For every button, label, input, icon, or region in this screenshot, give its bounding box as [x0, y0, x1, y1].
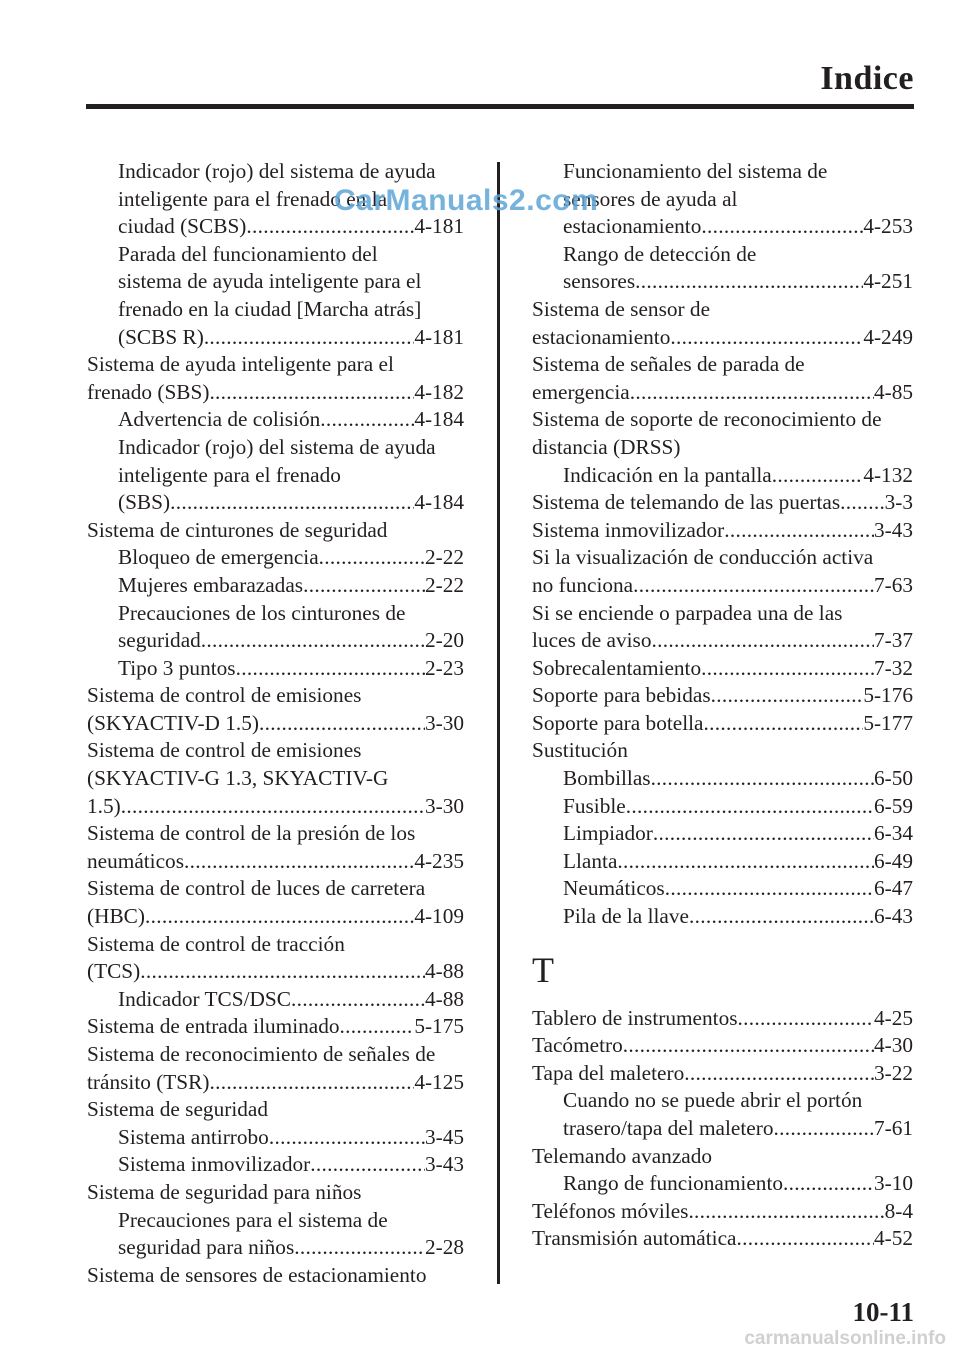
dot-leader	[701, 213, 863, 241]
watermark-footer: carmanualsonline.info	[744, 1328, 946, 1349]
index-subentry	[532, 1170, 913, 1198]
index-entry	[532, 1225, 913, 1253]
entry-text: Mujeres embarazadas	[118, 572, 304, 597]
dot-leader	[684, 1060, 874, 1088]
page-reference: 2-22	[424, 545, 464, 570]
dot-leader	[665, 875, 874, 903]
dot-leader	[630, 379, 874, 407]
page-reference: 4-184	[414, 407, 464, 432]
index-subentry	[87, 434, 464, 462]
entry-text: (TCS)	[87, 959, 141, 984]
page-reference: 3-22	[873, 1060, 913, 1085]
entry-text: Rango de funcionamiento	[563, 1171, 784, 1196]
page-reference: 4-125	[414, 1069, 464, 1094]
index-entry	[532, 351, 913, 379]
dot-leader	[736, 1225, 873, 1253]
page-reference: 5-175	[414, 1014, 464, 1039]
dot-leader	[259, 710, 425, 738]
page-reference: 4-85	[873, 379, 913, 404]
dot-leader	[140, 958, 425, 986]
entry-text: Sistema de soporte de reconocimiento de	[532, 407, 882, 432]
index-entry	[87, 710, 464, 738]
page-reference: 2-23	[424, 655, 464, 680]
entry-text: Sistema de seguridad	[87, 1097, 268, 1122]
entry-text: ciudad (SCBS)	[118, 214, 247, 239]
entry-text: estacionamiento	[563, 214, 702, 239]
entry-text: Sistema inmovilizador	[118, 1152, 311, 1177]
dot-leader	[670, 324, 863, 352]
page-reference: 2-22	[424, 572, 464, 597]
page-reference: 4-25	[873, 1005, 913, 1030]
entry-text: Sistema de entrada iluminado	[87, 1014, 340, 1039]
page-reference: 8-4	[884, 1198, 913, 1223]
index-subentry	[532, 765, 913, 793]
index-entry	[532, 434, 913, 462]
page-reference: 3-43	[873, 517, 913, 542]
page-reference: 4-253	[863, 214, 913, 239]
index-entry	[532, 737, 913, 765]
entry-text: Sistema de reconocimiento de señales de	[87, 1042, 436, 1066]
index-subentry	[532, 462, 913, 490]
index-subentry	[532, 848, 913, 876]
page-reference: 4-182	[414, 379, 464, 404]
entry-text: Sistema de control de emisiones	[87, 683, 362, 708]
index-subentry	[532, 820, 913, 848]
index-entry	[87, 517, 464, 545]
dot-leader	[617, 848, 874, 876]
entry-text: Neumáticos	[563, 876, 665, 901]
index-subentry	[87, 627, 464, 655]
entry-text: Sistema de control de tracción	[87, 931, 345, 956]
entry-text: sensores de ayuda al	[563, 186, 738, 211]
page-reference: 7-61	[873, 1116, 913, 1140]
index-subentry	[87, 296, 464, 324]
entry-text: (HBC)	[87, 904, 145, 929]
entry-text: Sistema de cinturones de seguridad	[87, 517, 388, 542]
index-entry	[532, 710, 913, 738]
entry-text: seguridad para niños	[118, 1235, 295, 1260]
dot-leader	[704, 710, 864, 738]
index-subentry	[87, 986, 464, 1014]
index-entry	[87, 875, 464, 903]
entry-text: Soporte para botella	[532, 710, 704, 735]
entry-text: 1.5)	[87, 793, 121, 818]
entry-text: Sistema de sensor de	[532, 296, 711, 321]
index-subentry	[532, 268, 913, 296]
watermark-logo: CarManuals2.com	[334, 184, 599, 217]
index-entry	[87, 931, 464, 959]
index-subentry	[87, 406, 464, 434]
index-subentry	[532, 158, 913, 186]
page-reference: 6-34	[873, 821, 913, 846]
entry-text: Bloqueo de emergencia	[118, 545, 319, 570]
entry-text: emergencia	[532, 379, 630, 404]
page-reference: 4-132	[863, 462, 913, 487]
dot-leader	[291, 986, 425, 1014]
index-entry	[87, 682, 464, 710]
entry-text: Sistema de control de emisiones	[87, 738, 362, 763]
page-reference: 5-177	[863, 710, 913, 735]
page-reference: 4-249	[863, 324, 913, 349]
index-entry	[532, 655, 913, 683]
index-entry	[87, 903, 464, 931]
entry-text: Indicador (rojo) del sistema de ayuda	[118, 159, 436, 183]
index-subentry	[87, 324, 464, 352]
entry-text: neumáticos	[87, 848, 184, 873]
dot-leader	[774, 1115, 874, 1143]
index-subentry	[87, 1124, 464, 1152]
page-reference: 4-109	[414, 904, 464, 929]
dot-leader	[688, 1198, 884, 1226]
index-subentry	[87, 489, 464, 517]
entry-text: Soporte para bebidas	[532, 683, 711, 708]
entry-text: Sistema de seguridad para niños	[87, 1179, 362, 1204]
index-subentry	[87, 462, 464, 490]
dot-leader	[303, 572, 425, 600]
page-reference: 6-50	[873, 766, 913, 791]
index-subentry	[532, 875, 913, 903]
index-entry	[532, 1005, 913, 1033]
dot-leader	[170, 489, 414, 517]
dot-leader	[701, 655, 874, 683]
dot-leader	[201, 627, 425, 655]
index-entry	[532, 1143, 913, 1171]
dot-leader	[623, 1032, 874, 1060]
dot-leader	[738, 1005, 874, 1033]
dot-leader	[626, 793, 874, 821]
header-rule	[86, 104, 914, 109]
entry-text: Sistema de señales de parada de	[532, 352, 805, 377]
index-entry	[87, 1069, 464, 1097]
dot-leader	[319, 544, 425, 572]
index-subentry	[87, 1207, 464, 1235]
entry-text: Pila de la llave	[563, 904, 689, 929]
column-divider	[497, 162, 500, 1284]
index-entry	[87, 351, 464, 379]
page-reference: 6-47	[873, 876, 913, 901]
dot-leader	[236, 655, 425, 683]
entry-text: Sobrecalentamiento	[532, 655, 702, 680]
index-entry	[87, 1041, 464, 1069]
index-entry	[532, 682, 913, 710]
index-subentry	[532, 903, 913, 931]
page-reference: 7-32	[873, 655, 913, 680]
entry-text: Sistema antirrobo	[118, 1124, 269, 1149]
page-reference: 7-37	[873, 628, 913, 653]
entry-text: Tablero de instrumentos	[532, 1005, 738, 1030]
page-reference: 3-43	[424, 1152, 464, 1177]
entry-text: Sistema inmovilizador	[532, 517, 725, 542]
index-entry	[532, 379, 913, 407]
page-reference: 4-181	[414, 324, 464, 349]
index-entry	[532, 544, 913, 572]
dot-leader	[689, 903, 874, 931]
entry-text: frenado (SBS)	[87, 379, 210, 404]
entry-text: seguridad	[118, 628, 201, 653]
page-reference: 2-28	[424, 1235, 464, 1260]
entry-text: sistema de ayuda inteligente para el	[118, 269, 422, 294]
page-reference: 4-52	[873, 1226, 913, 1251]
index-entry	[87, 1179, 464, 1207]
index-entry	[532, 627, 913, 655]
index-entry	[532, 517, 913, 545]
entry-text: Funcionamiento del sistema de	[563, 159, 828, 183]
index-entry	[532, 406, 913, 434]
index-subentry	[87, 600, 464, 628]
index-entry	[532, 1032, 913, 1060]
entry-text: Sistema de control de la presión de los	[87, 821, 416, 846]
dot-leader	[772, 462, 864, 490]
entry-text: inteligente para el frenado	[118, 462, 341, 487]
dot-leader	[651, 627, 873, 655]
index-entry	[87, 737, 464, 765]
dot-leader	[145, 903, 414, 931]
index-subentry	[532, 241, 913, 269]
page-reference: 4-88	[424, 986, 464, 1011]
index-entry	[532, 489, 913, 517]
entry-text: trasero/tapa del maletero	[563, 1116, 774, 1140]
index-entry	[87, 848, 464, 876]
page-reference: 6-43	[873, 904, 913, 929]
entry-text: Bombillas	[563, 766, 651, 791]
index-entry	[87, 793, 464, 821]
dot-leader	[783, 1170, 874, 1198]
page-reference: 2-20	[424, 628, 464, 653]
index-entry	[532, 1060, 913, 1088]
dot-leader	[711, 682, 864, 710]
index-section-letter: T	[532, 949, 554, 990]
entry-text: Teléfonos móviles	[532, 1198, 689, 1223]
dot-leader	[724, 517, 874, 545]
page-title: Indice	[820, 60, 914, 97]
index-entry	[532, 1198, 913, 1226]
entry-text: no funciona	[532, 572, 634, 597]
dot-leader	[121, 793, 425, 821]
index-entry	[87, 1096, 464, 1124]
page-reference: 4-184	[414, 490, 464, 515]
entry-text: (SCBS R)	[118, 324, 204, 349]
page-reference: 4-30	[873, 1033, 913, 1058]
page-reference: 4-251	[863, 269, 913, 294]
entry-text: estacionamiento	[532, 324, 671, 349]
entry-text: Indicador TCS/DSC	[118, 986, 291, 1011]
index-subentry	[87, 572, 464, 600]
dot-leader	[651, 765, 874, 793]
entry-text: Rango de detección de	[563, 241, 757, 266]
entry-text: Sistema de control de luces de carretera	[87, 876, 426, 901]
index-subentry	[532, 1115, 913, 1143]
page-reference: 3-10	[873, 1171, 913, 1196]
page-reference: 6-59	[873, 793, 913, 818]
index-subentry	[532, 1087, 913, 1115]
dot-leader	[635, 268, 863, 296]
entry-text: Precauciones para el sistema de	[118, 1207, 388, 1232]
entry-text: distancia (DRSS)	[532, 434, 681, 459]
dot-leader	[184, 848, 414, 876]
entry-text: Si la visualización de conducción activa	[532, 545, 874, 570]
entry-text: Sistema de ayuda inteligente para el	[87, 352, 394, 377]
index-subentry	[87, 655, 464, 683]
entry-text: frenado en la ciudad [Marcha atrás]	[118, 296, 422, 321]
dot-leader	[653, 820, 874, 848]
dot-leader	[209, 1069, 414, 1097]
dot-leader	[204, 324, 415, 352]
dot-leader	[633, 572, 874, 600]
entry-text: luces de aviso	[532, 628, 652, 653]
index-entry	[87, 1262, 464, 1290]
page-reference: 6-49	[873, 848, 913, 873]
index-subentry	[87, 241, 464, 269]
page-reference: 3-45	[424, 1124, 464, 1149]
page-reference: 4-88	[424, 959, 464, 984]
dot-leader	[269, 1124, 425, 1152]
dot-leader	[209, 379, 414, 407]
entry-text: Tacómetro	[532, 1033, 623, 1058]
index-subentry	[87, 1151, 464, 1179]
dot-leader	[320, 406, 414, 434]
entry-text: Precauciones de los cinturones de	[118, 600, 406, 625]
index-entry	[87, 820, 464, 848]
entry-text: Indicación en la pantalla	[563, 462, 772, 487]
entry-text: Fusible	[563, 793, 626, 818]
entry-text: Cuando no se puede abrir el portón	[563, 1088, 863, 1113]
entry-text: Si se enciende o parpadea una de las	[532, 600, 843, 625]
entry-text: Parada del funcionamiento del	[118, 241, 378, 266]
index-subentry	[87, 158, 464, 186]
page-reference: 3-3	[884, 490, 913, 515]
index-entry	[87, 765, 464, 793]
index-entry	[87, 958, 464, 986]
dot-leader	[310, 1151, 425, 1179]
index-subentry	[87, 1234, 464, 1262]
dot-leader	[340, 1013, 415, 1041]
page-reference: 3-30	[424, 710, 464, 735]
page-reference: 3-30	[424, 793, 464, 818]
entry-text: Sistema de telemando de las puertas	[532, 490, 841, 515]
index-entry	[532, 324, 913, 352]
index-entry	[87, 379, 464, 407]
index-subentry	[87, 268, 464, 296]
index-entry	[532, 296, 913, 324]
page-number: 10-11	[852, 1297, 914, 1327]
entry-text: (SBS)	[118, 490, 171, 515]
index-entry	[532, 600, 913, 628]
entry-text: Telemando avanzado	[532, 1143, 713, 1168]
index-subentry	[87, 544, 464, 572]
entry-text: Sustitución	[532, 738, 628, 763]
index-subentry	[532, 793, 913, 821]
page-reference: 7-63	[873, 572, 913, 597]
index-column-left	[87, 158, 464, 1289]
entry-text: Tapa del maletero	[532, 1060, 685, 1085]
page-reference: 5-176	[863, 683, 913, 708]
entry-text: Limpiador	[563, 821, 653, 846]
entry-text: tránsito (TSR)	[87, 1069, 210, 1094]
dot-leader	[840, 489, 884, 517]
entry-text: Indicador (rojo) del sistema de ayuda	[118, 434, 436, 459]
index-entry	[87, 1013, 464, 1041]
entry-text: Sistema de sensores de estacionamiento	[87, 1262, 427, 1287]
page-reference: 4-181	[414, 214, 464, 239]
page-reference: 4-235	[414, 848, 464, 873]
index-entry	[532, 572, 913, 600]
entry-text: (SKYACTIV-G 1.3, SKYACTIV-G	[87, 766, 389, 791]
entry-text: Tipo 3 puntos	[118, 655, 236, 680]
entry-text: sensores	[563, 269, 636, 294]
entry-text: Llanta	[563, 848, 618, 873]
entry-text: (SKYACTIV-D 1.5)	[87, 710, 259, 735]
dot-leader	[294, 1234, 425, 1262]
entry-text: Transmisión automática	[532, 1226, 737, 1251]
entry-text: inteligente para el frenado en la	[118, 186, 388, 211]
index-column-right	[532, 158, 913, 1253]
entry-text: Advertencia de colisión	[118, 407, 321, 432]
